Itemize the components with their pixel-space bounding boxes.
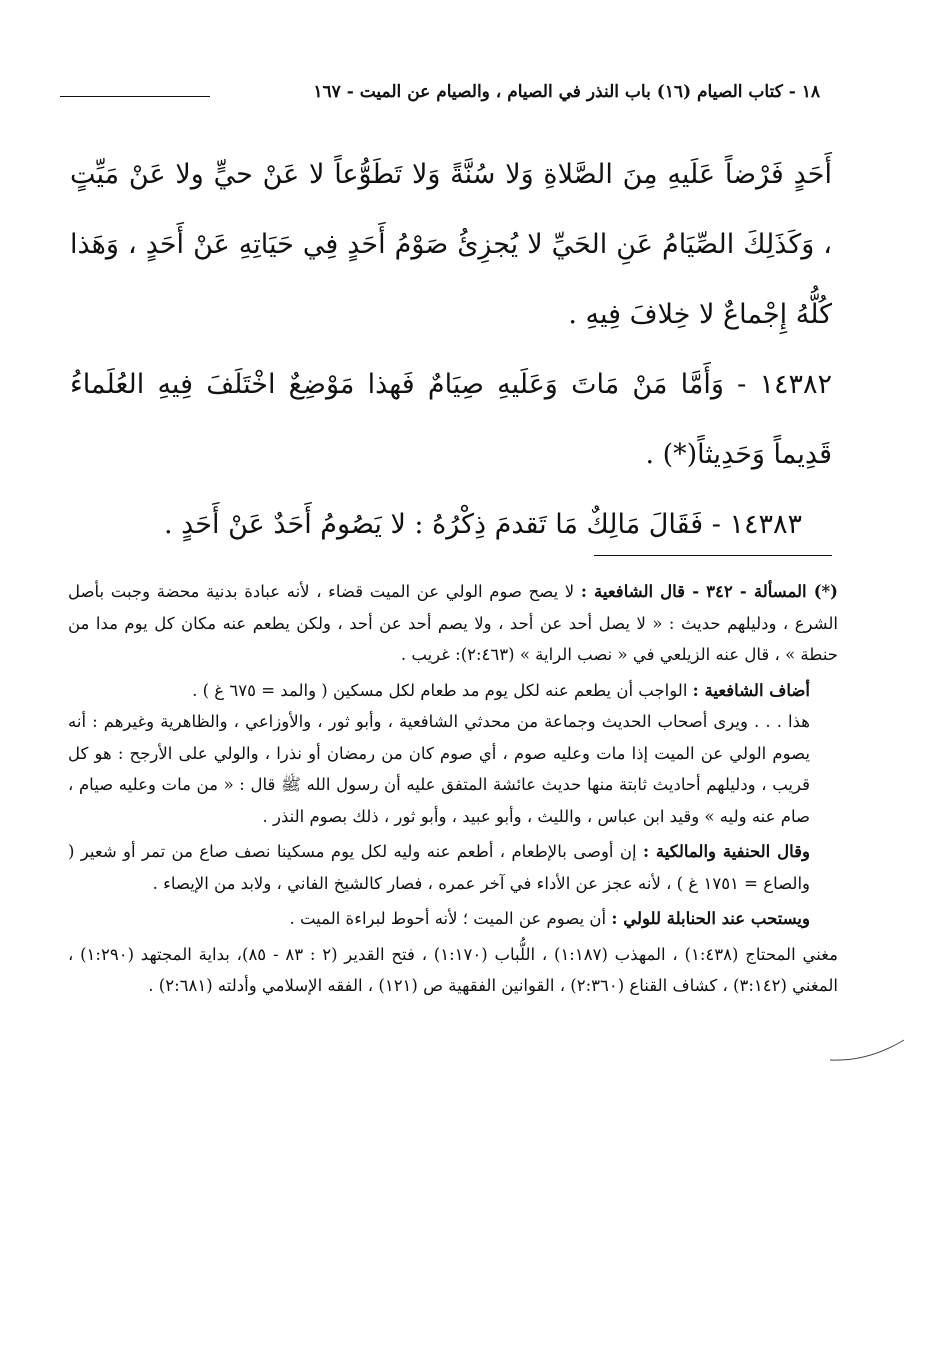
footnote-added-shafii xyxy=(68,675,838,707)
footnote-label-added: أضاف الشافعية : xyxy=(692,680,810,700)
main-text xyxy=(70,140,832,560)
footnote-text-hanbali: أن يصوم عن الميت ؛ لأنه أحوط لبراءة الميت . xyxy=(289,909,612,928)
paragraph-14382: ١٤٣٨٢ - وَأَمَّا مَنْ مَاتَ وَعَلَيهِ صِيَامٌ فَهذا مَوْضِعٌ اخْتَلَفَ فِيهِ العُلَماءُ قَدِيماً وَحَدِيثاً(*) . xyxy=(70,369,832,470)
footnote-separator xyxy=(594,555,832,556)
footnote-shafii xyxy=(68,576,838,671)
footnote-references: مغني المحتاج (١:٤٣٨) ، المهذب (١:١٨٧) ، اللُّباب (١:١٧٠) ، فتح القدير (٢ : ٨٣ - ٨٥)، بداية المجتهد (١:٢٩٠) ، المغني (٣:١٤٢) ، كشاف القناع (٢:٣٦٠) ، القوانين الفقهية ص (١٢١) ، الفقه الإسلامي وأدلته (٢:٦٨١) . xyxy=(68,944,838,995)
margin-pencil-mark xyxy=(828,1036,908,1066)
footnote-hanbali xyxy=(68,903,838,935)
header-title: ١٨ - كتاب الصيام (١٦) باب النذر في الصيام ، والصيام عن الميت - ١٦٧ xyxy=(313,82,820,102)
footnote-text-added: الواجب أن يطعم عنه لكل يوم مد طعام لكل مسكين ( والمد = ٦٧٥ غ ) . xyxy=(192,680,693,700)
paragraph-14383: ١٤٣٨٣ - فَقَالَ مَالِكٌ مَا تَقدمَ ذِكْرُهُ : لا يَصُومُ أَحَدٌ عَنْ أَحَدٍ . xyxy=(163,509,802,540)
footnote-text-shafii: لا يصح صوم الولي عن الميت قضاء ، لأنه عبادة بدنية محضة وجبت بأصل الشرع ، ودليلهم حديث : « لا يصل أحد عن أحد ، ولا يصم أحد عن أحد ، ولكن يطعم عنه مكان كل يوم مدا من حنطة » ، قال عنه الزيلعي في « نصب الراية » (٢:٤٦٣): غريب . xyxy=(68,582,838,664)
paragraph-intro: أَحَدٍ فَرْضاً عَلَيهِ مِنَ الصَّلاةِ وَلا سُنَّةً وَلا تَطَوُّعاً لا عَنْ حيٍّ ولا عَنْ مَيِّتٍ ، وَكَذَلِكَ الصِّيَامُ عَنِ الحَيِّ لا يُجزِئُ صَوْمُ أَحَدٍ فِي حَيَاتِهِ عَنْ أَحَدٍ ، وَهَذا كُلُّهُ إِجْماعٌ لا خِلافَ فِيهِ . xyxy=(70,159,832,330)
footnote-hanafi-maliki xyxy=(68,836,838,899)
header-rule xyxy=(60,96,210,97)
footnote-hadith-people: هذا . . . ويرى أصحاب الحديث وجماعة من محدثي الشافعية ، وأبو ثور ، والأوزاعي ، والظاهرية وغيرهم : أنه يصوم الولي عن الميت إذا مات وعليه صوم ، أي صوم كان من رمضان أو نذرا ، والولي على الأرجح : هو كل قريب ، ودليلهم أحاديث ثابتة منها حديث عائشة المتفق عليه أن رسول الله ﷺ قال : « من مات وعليه صيام ، صام عنه وليه » وقيد ابن عباس ، والليث ، وأبو عبيد ، وأبو ثور ، ذلك بصوم النذر . xyxy=(68,712,810,826)
footnote-text-hanafi: إن أوصى بالإطعام ، أطعم عنه وليه لكل يوم مسكينا نصف صاع من تمر أو شعير ( والصاع = ١٧٥١ غ ) ، لأنه عجز عن الأداء في آخر عمره ، فصار كالشيخ الفاني ، ولابد من الإيصاء . xyxy=(68,842,810,893)
footnotes xyxy=(68,576,838,1002)
footnote-label-hanbali: ويستحب عند الحنابلة للولي : xyxy=(611,909,810,928)
footnote-label-shafii: (*) المسألة - ٣٤٢ - قال الشافعية : xyxy=(580,582,838,601)
running-header xyxy=(60,82,820,112)
footnote-label-hanafi: وقال الحنفية والمالكية : xyxy=(642,842,810,861)
